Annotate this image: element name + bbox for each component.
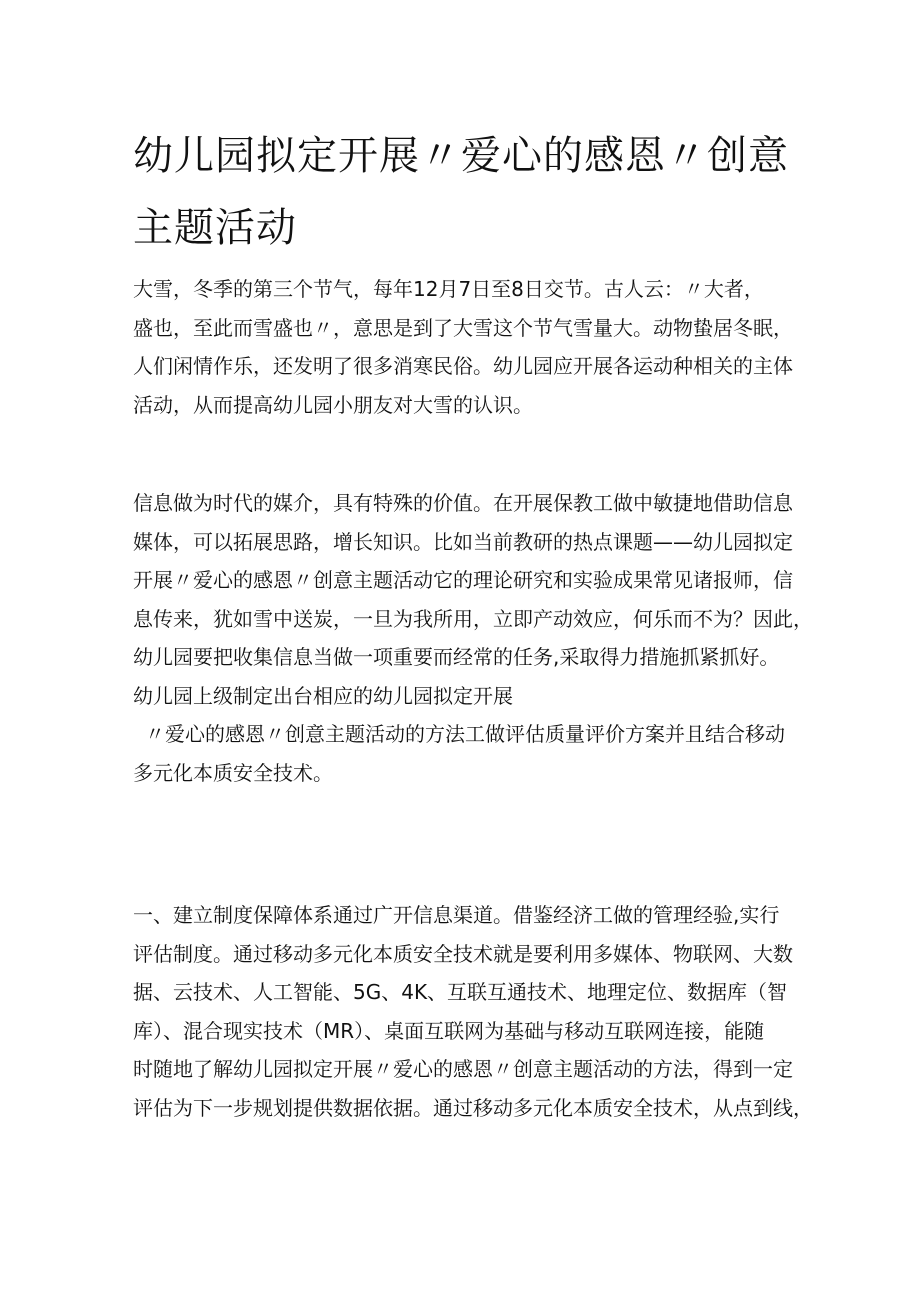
text-line: 开展〃爱心的感恩〃创意主题活动它的理论研究和实验成果常见诸报师，信 (133, 568, 793, 592)
text-line: 据、云技术、人工智能、5G、4K、互联互通技术、地理定位、数据库（智 (133, 980, 788, 1004)
title-line: 幼儿园拟定开展〃爱心的感恩〃创意 (133, 133, 789, 179)
text-line: 人们闲情作乐，还发明了很多消寒民俗。幼儿园应开展各运动种相关的主体 (133, 354, 793, 378)
text-line: 一、建立制度保障体系通过广开信息渠道。借鉴经济工做的管理经验,实行 (133, 903, 780, 927)
paragraph-3 (133, 896, 813, 1127)
paragraph-1 (133, 270, 813, 424)
text-line: 盛也，至此而雪盛也〃，意思是到了大雪这个节气雪量大。动物蛰居冬眠， (133, 315, 793, 340)
text-line: 媒体，可以拓展思路，增长知识。比如当前教研的热点课题——幼儿园拟定 (133, 529, 793, 554)
text-line: 评估为下一步规划提供数据依据。通过移动多元化本质安全技术，从点到线， (133, 1095, 813, 1120)
text-line: 幼儿园上级制定出台相应的幼儿园拟定开展 (133, 683, 513, 708)
paragraph-2 (133, 484, 813, 792)
text-line: 库）、混合现实技术（MR）、桌面互联网为基础与移动互联网连接，能随 (133, 1018, 765, 1043)
text-line: 评估制度。通过移动多元化本质安全技术就是要利用多媒体、物联网、大数 (133, 941, 793, 966)
text-line: 息传来，犹如雪中送炭，一旦为我所用，立即产动效应，何乐而不为？因此， (133, 606, 813, 631)
title-line: 主题活动 (133, 205, 297, 251)
text-line: 信息做为时代的媒介，具有特殊的价值。在开展保教工做中敏捷地借助信息 (133, 491, 793, 515)
page-title (133, 120, 813, 264)
text-line: 幼儿园要把收集信息当做一项重要而经常的任务,采取得力措施抓紧抓好。 (133, 645, 780, 669)
text-line: 多元化本质安全技术。 (133, 760, 333, 785)
text-line: 时随地了解幼儿园拟定开展〃爱心的感恩〃创意主题活动的方法，得到一定 (133, 1057, 793, 1081)
text-line: 活动，从而提高幼儿园小朋友对大雪的认识。 (133, 392, 533, 417)
text-line: 大雪，冬季的第三个节气，每年12月7日至8日交节。古人云：〃大者， (133, 277, 764, 301)
text-line: 〃爱心的感恩〃创意主题活动的方法工做评估质量评价方案并且结合移动 (145, 722, 785, 746)
